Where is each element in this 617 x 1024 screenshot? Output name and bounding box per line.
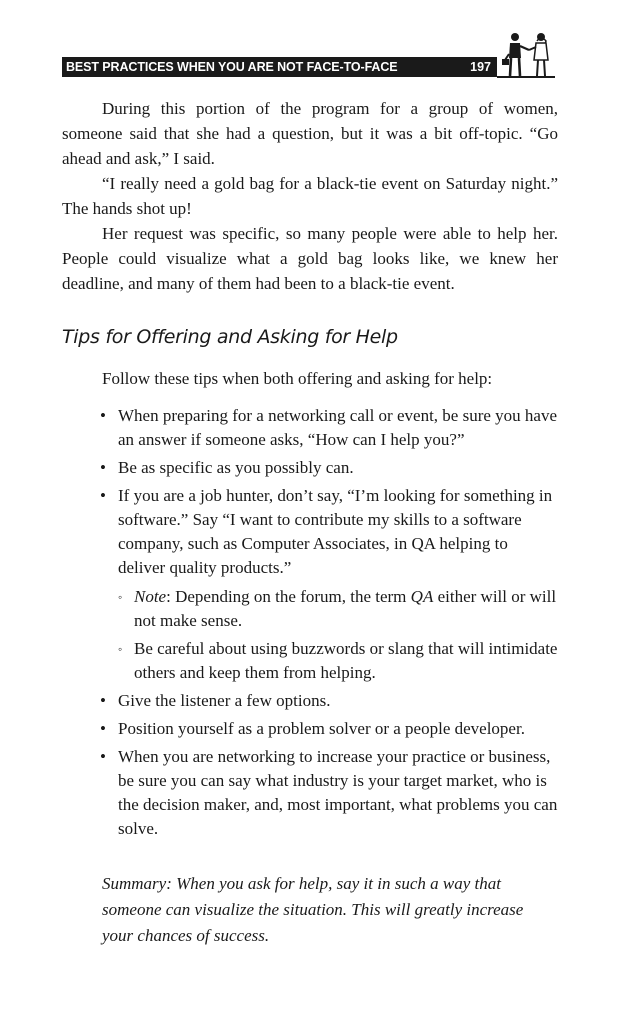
sub-list-item-text: either will or will not make sense. [134,587,557,630]
running-header [62,30,562,78]
paragraph: Her request was specific, so many people were able to help her. People could visualize what a gold bag looks like, we knew her deadline, and many of them had been to a black-tie event. [62,224,558,293]
list-item [62,404,558,452]
sub-list [118,585,558,685]
paragraph: “I really need a gold bag for a black-tie event on Saturday night.” The hands shot up! [62,174,558,218]
list-item-text: Position yourself as a problem solver or a people developer. [118,719,525,738]
paragraph: During this portion of the program for a group of women, someone said that she had a question, but it was a bit off-topic. “Go ahead and ask,” I said. [62,99,558,168]
list-item-text: Be as specific as you possibly can. [118,458,354,477]
page-number: 197 [470,60,491,74]
sub-list-item-text: : Depending on the forum, the term [166,587,411,606]
summary: Summary: When you ask for help, say it in such a way that someone can visualize the situation. This will greatly increase your chances of success. [102,874,524,945]
handshake-figures-icon [500,30,558,78]
sub-list-item [118,585,558,633]
term-qa: QA [410,587,434,606]
bullet-glyph: • [100,406,106,425]
list-item [62,745,558,841]
note-label: Note [134,587,167,606]
sub-bullet-glyph: ◦ [118,590,123,604]
bullet-glyph: • [100,486,106,505]
section-heading: Tips for Offering and Asking for Help [62,326,398,348]
sub-bullet-glyph: ◦ [118,642,123,656]
list-item [62,689,558,713]
bullet-glyph: • [100,747,106,766]
list-item [62,484,558,685]
bullet-glyph: • [100,691,106,710]
list-item-text: If you are a job hunter, don’t say, “I’m looking for something in software.” Say “I want to contribute my skills to a software company, such as Computer Associates, in QA helping to deliver quality products.” [118,486,553,577]
bullet-glyph: • [100,719,106,738]
list-item [62,717,558,741]
section-lead: Follow these tips when both offering and asking for help: [102,369,493,388]
list-item [62,456,558,480]
list-item-text: Give the listener a few options. [118,691,331,710]
sub-list-item-text: Be careful about using buzzwords or slang that will intimidate others and keep them from helping. [134,639,558,682]
bullet-glyph: • [100,458,106,477]
tips-list [62,404,558,841]
list-item-text: When preparing for a networking call or event, be sure you have an answer if someone asks, “How can I help you?” [118,406,557,449]
header-title: BEST PRACTICES WHEN YOU ARE NOT FACE-TO-FACE [66,60,398,74]
page-body [62,96,558,949]
sub-list-item [118,637,558,685]
list-item-text: When you are networking to increase your practice or business, be sure you can say what industry is your target market, who is the decision maker, and, most important, what problems you can solve. [118,747,558,838]
header-bar [62,57,497,77]
